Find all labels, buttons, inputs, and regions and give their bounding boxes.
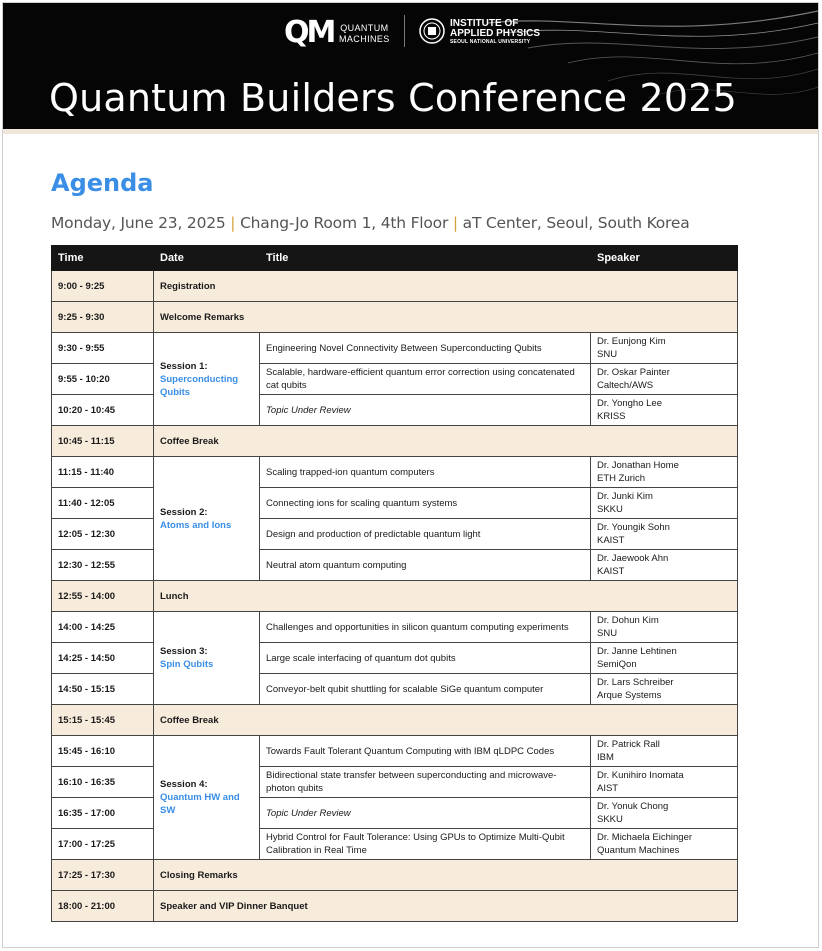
talk-title: Connecting ions for scaling quantum systems (260, 488, 591, 519)
break-label: Speaker and VIP Dinner Banquet (154, 891, 738, 922)
sponsor-logos (3, 13, 818, 53)
time-cell: 16:35 - 17:00 (52, 798, 154, 829)
logo-divider (404, 15, 405, 47)
time-cell: 14:00 - 14:25 (52, 612, 154, 643)
speaker-cell (591, 674, 738, 705)
separator: | (452, 214, 458, 232)
time-cell: 11:40 - 12:05 (52, 488, 154, 519)
time-cell: 14:25 - 14:50 (52, 643, 154, 674)
speaker-affiliation: KAIST (597, 535, 625, 546)
speaker-cell (591, 364, 738, 395)
session-label: Session 1: (160, 360, 208, 372)
time-cell: 17:25 - 17:30 (52, 860, 154, 891)
table-row (52, 612, 738, 643)
time-cell: 17:00 - 17:25 (52, 829, 154, 860)
break-label: Lunch (154, 581, 738, 612)
speaker-cell (591, 550, 738, 581)
talk-title: Scaling trapped-ion quantum computers (260, 457, 591, 488)
speaker-affiliation: SKKU (597, 504, 623, 515)
quantum-machines-wordmark: QUANTUM MACHINES (339, 23, 390, 44)
time-cell: 12:30 - 12:55 (52, 550, 154, 581)
table-row-registration (52, 271, 738, 302)
speaker-affiliation: ETH Zurich (597, 473, 646, 484)
time-cell: 15:15 - 15:45 (52, 705, 154, 736)
speaker-name: Dr. Yongho Lee (597, 398, 662, 409)
speaker-affiliation: KRISS (597, 411, 626, 422)
institute-of-applied-physics-wordmark: INSTITUTE OF APPLIED PHYSICS SEOUL NATIONAL UNIVERSITY (450, 18, 541, 45)
speaker-cell (591, 333, 738, 364)
time-cell: 12:55 - 14:00 (52, 581, 154, 612)
talk-title: Topic Under Review (260, 798, 591, 829)
agenda-heading: Agenda (51, 169, 154, 197)
speaker-name: Dr. Kunihiro Inomata (597, 770, 684, 781)
talk-title: Engineering Novel Connectivity Between Superconducting Qubits (260, 333, 591, 364)
time-cell: 14:50 - 15:15 (52, 674, 154, 705)
speaker-name: Dr. Jonathan Home (597, 460, 679, 471)
speaker-name: Dr. Junki Kim (597, 491, 653, 502)
speaker-cell (591, 829, 738, 860)
speaker-name: Dr. Jaewook Ahn (597, 553, 669, 564)
speaker-affiliation: SNU (597, 349, 618, 360)
conference-title: Quantum Builders Conference 2025 (48, 76, 738, 120)
time-cell: 12:05 - 12:30 (52, 519, 154, 550)
column-header-time: Time (52, 246, 154, 271)
speaker-cell (591, 457, 738, 488)
break-label: Registration (154, 271, 738, 302)
table-row-dinner (52, 891, 738, 922)
table-row-coffee-break (52, 426, 738, 457)
talk-title: Topic Under Review (260, 395, 591, 426)
agenda-page (2, 2, 819, 948)
speaker-affiliation: KAIST (597, 566, 625, 577)
speaker-name: Dr. Dohun Kim (597, 615, 659, 626)
event-details (51, 214, 690, 232)
session-cell (154, 333, 260, 426)
quantum-machines-logo-mark: QM (284, 15, 334, 50)
session-cell (154, 736, 260, 860)
column-header-speaker: Speaker (591, 246, 738, 271)
session-name: Spin Qubits (160, 659, 214, 670)
talk-title: Bidirectional state transfer between superconducting and microwave-photon qubits (260, 767, 591, 798)
session-name: Atoms and Ions (160, 519, 232, 531)
break-label: Coffee Break (154, 426, 738, 457)
speaker-name: Dr. Eunjong Kim (597, 336, 666, 347)
speaker-affiliation: Caltech/AWS (597, 380, 654, 391)
talk-title: Conveyor-belt qubit shuttling for scalable SiGe quantum computer (260, 674, 591, 705)
break-label: Welcome Remarks (154, 302, 738, 333)
speaker-affiliation: Quantum Machines (597, 845, 680, 856)
session-name: Quantum HW and SW (160, 792, 240, 816)
column-header-title: Title (260, 246, 591, 271)
talk-title: Design and production of predictable quantum light (260, 519, 591, 550)
time-cell: 9:55 - 10:20 (52, 364, 154, 395)
speaker-name: Dr. Yonuk Chong (597, 801, 669, 812)
event-room: Chang-Jo Room 1, 4th Floor (240, 214, 449, 232)
session-label: Session 2: (160, 506, 208, 518)
break-label: Closing Remarks (154, 860, 738, 891)
speaker-cell (591, 395, 738, 426)
time-cell: 18:00 - 21:00 (52, 891, 154, 922)
table-row-closing (52, 860, 738, 891)
separator: | (230, 214, 236, 232)
break-label: Coffee Break (154, 705, 738, 736)
table-row-welcome (52, 302, 738, 333)
talk-title: Towards Fault Tolerant Quantum Computing with IBM qLDPC Codes (260, 736, 591, 767)
speaker-name: Dr. Lars Schreiber (597, 677, 674, 688)
session-label: Session 4: (160, 779, 208, 790)
speaker-cell (591, 798, 738, 829)
speaker-cell (591, 767, 738, 798)
time-cell: 10:45 - 11:15 (52, 426, 154, 457)
session-cell (154, 612, 260, 705)
table-row (52, 333, 738, 364)
time-cell: 10:20 - 10:45 (52, 395, 154, 426)
speaker-name: Dr. Michaela Eichinger (597, 832, 693, 843)
conference-banner (3, 3, 818, 129)
time-cell: 9:30 - 9:55 (52, 333, 154, 364)
speaker-name: Dr. Patrick Rall (597, 739, 660, 750)
speaker-affiliation: SNU (597, 628, 618, 639)
time-cell: 15:45 - 16:10 (52, 736, 154, 767)
session-label: Session 3: (160, 646, 208, 657)
event-venue: aT Center, Seoul, South Korea (462, 214, 690, 232)
table-header-row (52, 246, 738, 271)
speaker-cell (591, 612, 738, 643)
column-header-date: Date (154, 246, 260, 271)
table-row (52, 736, 738, 767)
table-row-lunch (52, 581, 738, 612)
talk-title: Large scale interfacing of quantum dot qubits (260, 643, 591, 674)
time-cell: 11:15 - 11:40 (52, 457, 154, 488)
speaker-cell (591, 488, 738, 519)
speaker-cell (591, 519, 738, 550)
session-name: Superconducting Qubits (160, 373, 239, 398)
speaker-cell (591, 736, 738, 767)
table-row (52, 457, 738, 488)
agenda-table (51, 245, 738, 922)
session-cell (154, 457, 260, 581)
table-row-coffee-break (52, 705, 738, 736)
talk-title: Neutral atom quantum computing (260, 550, 591, 581)
speaker-affiliation: IBM (597, 752, 614, 763)
banner-accent-band (3, 129, 818, 134)
talk-title: Challenges and opportunities in silicon quantum computing experiments (260, 612, 591, 643)
time-cell: 9:00 - 9:25 (52, 271, 154, 302)
speaker-affiliation: Arque Systems (597, 690, 662, 701)
talk-title: Scalable, hardware-efficient quantum error correction using concatenated cat qubits (260, 364, 591, 395)
speaker-name: Dr. Youngik Sohn (597, 522, 670, 533)
event-date: Monday, June 23, 2025 (51, 214, 226, 232)
time-cell: 9:25 - 9:30 (52, 302, 154, 333)
speaker-name: Dr. Janne Lehtinen (597, 646, 677, 657)
speaker-affiliation: SKKU (597, 814, 623, 825)
speaker-affiliation: SemiQon (597, 659, 637, 670)
speaker-name: Dr. Oskar Painter (597, 367, 670, 378)
speaker-cell (591, 643, 738, 674)
talk-title: Hybrid Control for Fault Tolerance: Using GPUs to Optimize Multi-Qubit Calibration in Real Time (260, 829, 591, 860)
snu-seal-icon (419, 18, 445, 44)
speaker-affiliation: AIST (597, 783, 619, 794)
time-cell: 16:10 - 16:35 (52, 767, 154, 798)
